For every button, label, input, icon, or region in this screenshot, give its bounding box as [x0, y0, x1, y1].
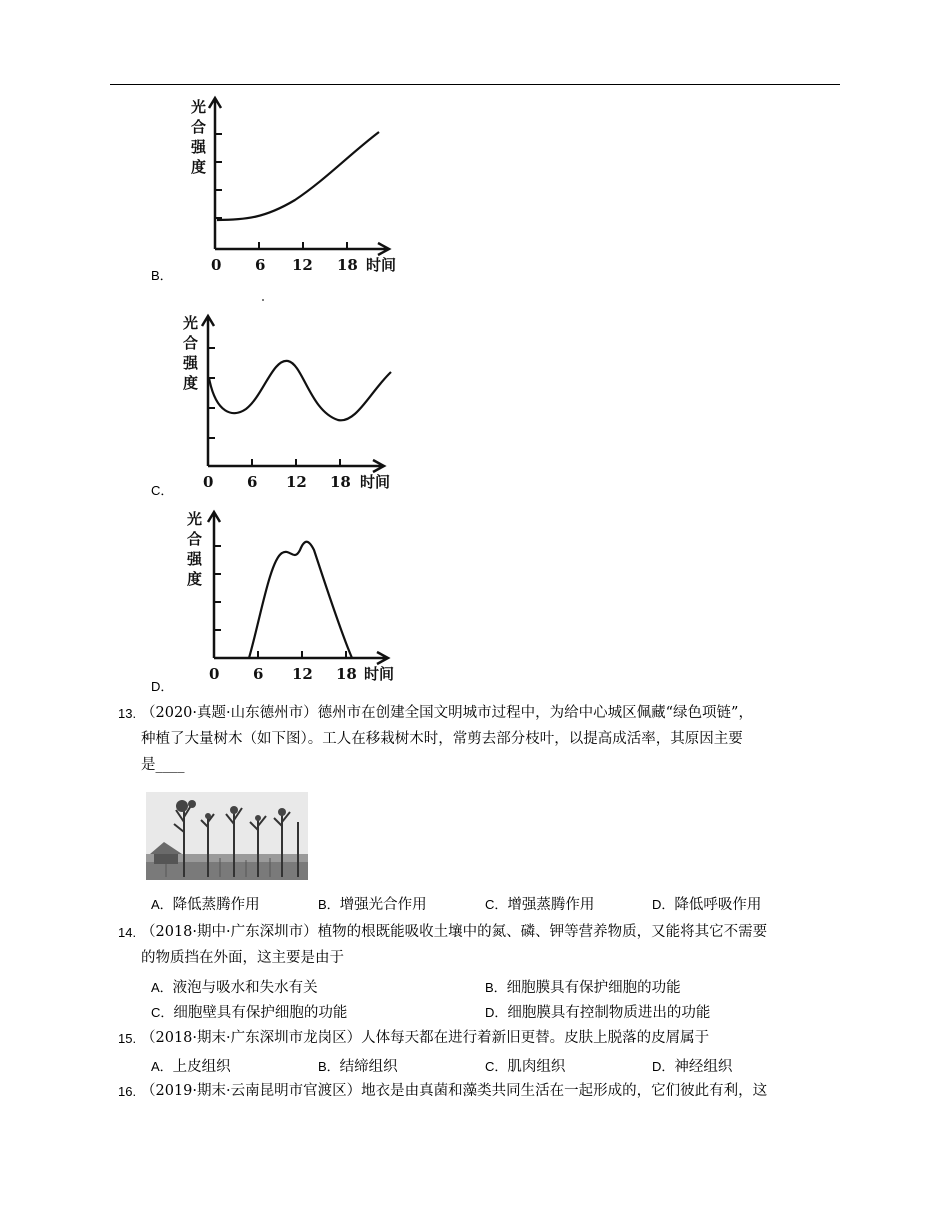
- question-text-line: （2019·期末·云南昆明市官渡区）地衣是由真菌和藻类共同生活在一起形成的，它们彼此有利，这: [141, 1083, 768, 1099]
- question-14-stem: [141, 919, 851, 971]
- question-15-stem: [141, 1025, 851, 1051]
- answer-option[interactable]: A．上皮组织: [151, 1059, 231, 1075]
- question-number: 15.: [118, 1031, 137, 1046]
- answer-option[interactable]: A．液泡与吸水和失水有关: [151, 980, 318, 996]
- x-tick-label: 12: [292, 256, 313, 274]
- x-tick-label: 18: [337, 256, 358, 274]
- x-tick-label: 0: [211, 256, 222, 274]
- answer-option[interactable]: D．细胞膜具有控制物质进出的功能: [485, 1005, 711, 1021]
- answer-option[interactable]: C．肌肉组织: [485, 1059, 566, 1075]
- answer-option[interactable]: B．增强光合作用: [318, 897, 427, 913]
- x-tick-label: 6: [247, 473, 258, 491]
- chart-d: [182, 500, 407, 690]
- x-tick-label: 6: [253, 665, 264, 683]
- y-label-char: 合: [183, 334, 199, 352]
- y-label-char: 光: [187, 510, 203, 528]
- answer-option[interactable]: A．降低蒸腾作用: [151, 897, 260, 913]
- x-tick-label: 12: [292, 665, 313, 683]
- question-16-stem: [141, 1078, 851, 1104]
- chart-c: [178, 296, 403, 494]
- answer-option[interactable]: B．结缔组织: [318, 1059, 398, 1075]
- curve-d: [249, 542, 352, 658]
- curve-c: [209, 361, 391, 421]
- question-text-line: 的物质挡在外面，这主要是由于: [141, 950, 344, 966]
- curve-b: [217, 132, 379, 220]
- answer-option[interactable]: C．增强蒸腾作用: [485, 897, 595, 913]
- question-13-stem: [141, 700, 851, 778]
- header-rule: [110, 84, 840, 85]
- y-label-char: 度: [187, 570, 203, 588]
- x-tick-label: 18: [330, 473, 351, 491]
- y-label-char: 光: [183, 314, 199, 332]
- x-axis-label: 时间: [366, 256, 397, 274]
- x-tick-label: 12: [286, 473, 307, 491]
- answer-option[interactable]: D．降低呼吸作用: [652, 897, 762, 913]
- question-text-line: （2018·期末·广东深圳市龙岗区）人体每天都在进行着新旧更替。皮肤上脱落的皮屑属于: [141, 1030, 710, 1046]
- x-axis-label: 时间: [360, 473, 391, 491]
- x-tick-label: 18: [336, 665, 357, 683]
- question-text-line: 种植了大量树木（如下图）。工人在移栽树木时，常剪去部分枝叶，以提高成活率，其原因主要: [141, 731, 743, 747]
- y-axis-label: [190, 98, 207, 176]
- question-number: 13.: [118, 706, 137, 721]
- answer-option[interactable]: D．神经组织: [652, 1059, 733, 1075]
- x-tick-label: 6: [255, 256, 266, 274]
- option-label-b: B．: [151, 268, 173, 283]
- y-label-char: 光: [191, 98, 207, 116]
- y-label-char: 合: [187, 530, 203, 548]
- question-number: 16.: [118, 1084, 137, 1099]
- y-axis: [208, 512, 220, 658]
- y-label-char: 合: [191, 118, 207, 136]
- answer-option[interactable]: B．细胞膜具有保护细胞的功能: [485, 980, 681, 996]
- x-tick-label: 0: [209, 665, 220, 683]
- answer-option[interactable]: C．细胞壁具有保护细胞的功能: [151, 1005, 348, 1021]
- question-text-line: （2020·真题·山东德州市）德州市在创建全国文明城市过程中，为给中心城区佩藏“绿色项链”，: [141, 705, 753, 721]
- option-label-c: C．: [151, 483, 174, 498]
- y-axis: [209, 98, 221, 249]
- y-label-char: 强: [191, 138, 207, 156]
- option-label-d: D．: [151, 679, 174, 694]
- trees-photo: [146, 792, 308, 880]
- y-label-char: 强: [187, 550, 203, 568]
- y-label-char: 强: [183, 354, 199, 372]
- y-label-char: 度: [183, 374, 199, 392]
- question-text-line: 是____: [141, 757, 185, 773]
- x-tick-label: 0: [203, 473, 214, 491]
- question-text-line: （2018·期中·广东深圳市）植物的根既能吸收土壤中的氮、磷、钾等营养物质，又能将其它不需要: [141, 924, 768, 940]
- x-axis-label: 时间: [364, 665, 395, 683]
- question-number: 14.: [118, 925, 137, 940]
- chart-b: [185, 92, 410, 277]
- y-label-char: 度: [191, 158, 207, 176]
